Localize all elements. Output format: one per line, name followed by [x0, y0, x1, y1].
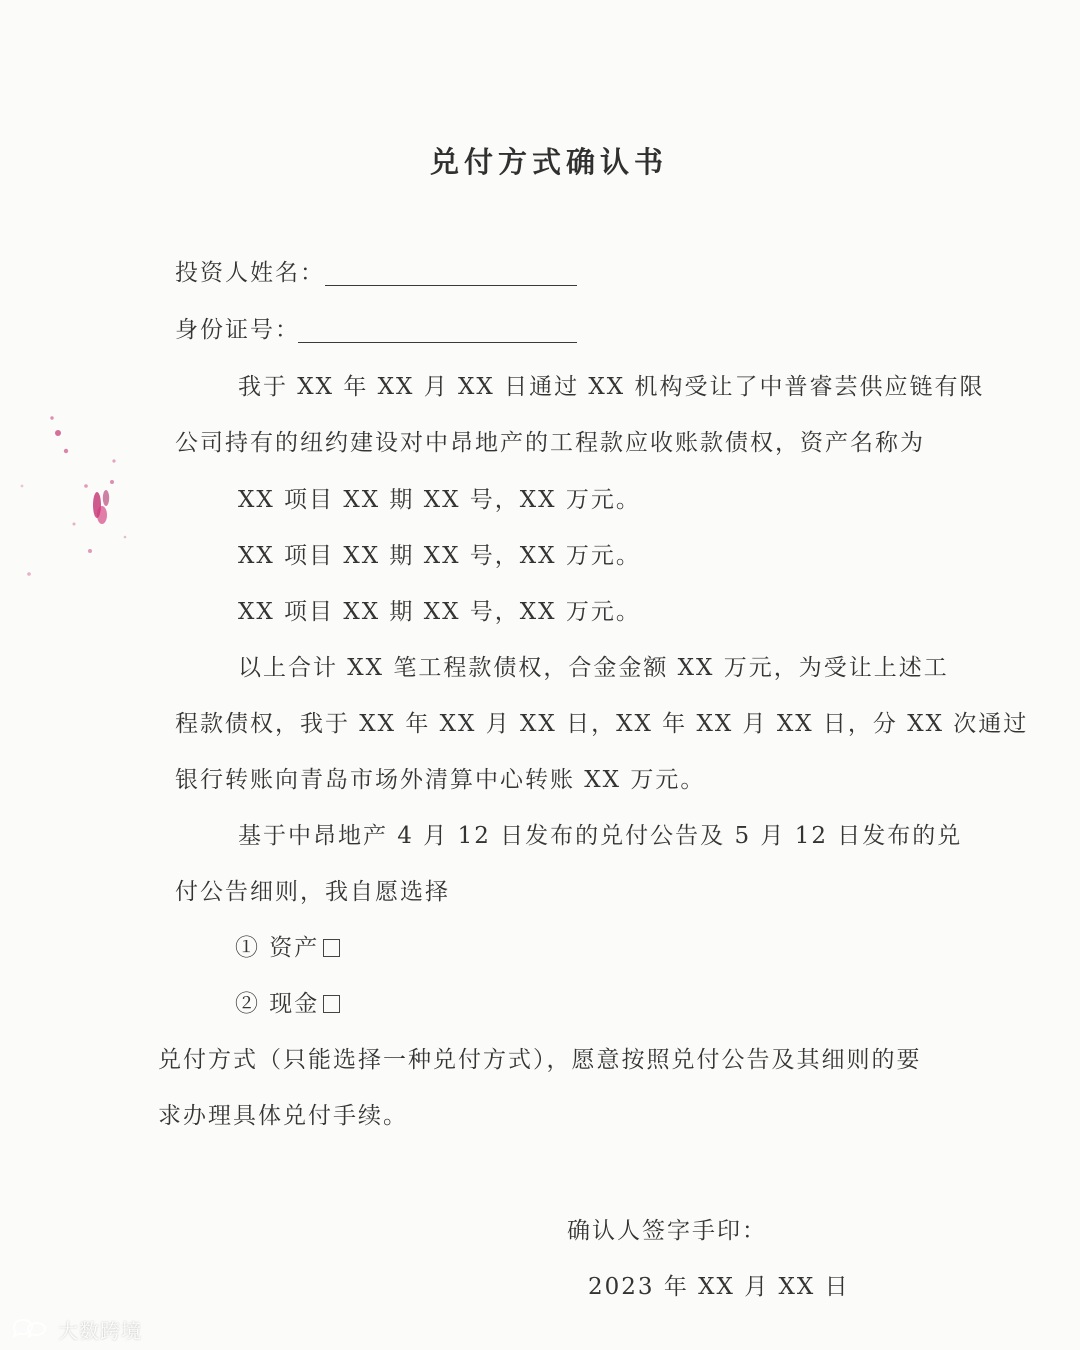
asset-item-2: XX 项目 XX 期 XX 号，XX 万元。 [238, 543, 641, 569]
paragraph-2-line-2: 程款债权，我于 XX 年 XX 月 XX 日，XX 年 XX 月 XX 日，分 XX 次通过 [175, 711, 1029, 737]
option-assets [235, 933, 340, 963]
asset-item-1: XX 项目 XX 期 XX 号，XX 万元。 [238, 487, 641, 513]
paragraph-2-line-3: 银行转账向青岛市场外清算中心转账 XX 万元。 [175, 767, 706, 793]
watermark [10, 1315, 145, 1343]
paragraph-2-line-1: 以上合计 XX 笔工程款债权，合金金额 XX 万元，为受让上述工 [238, 655, 949, 681]
paragraph-4-line-2: 求办理具体兑付手续。 [158, 1103, 408, 1129]
investor-name-line[interactable] [325, 285, 577, 286]
paragraph-1-line-1: 我于 XX 年 XX 月 XX 日通过 XX 机构受让了中普睿芸供应链有限 [238, 374, 985, 400]
paragraph-3-line-2: 付公告细则，我自愿选择 [175, 879, 450, 905]
option-cash [235, 989, 340, 1019]
chat-bubble-icon [10, 1317, 52, 1341]
option-assets-label: ① 资产 [235, 935, 320, 961]
option-assets-checkbox[interactable] [323, 939, 340, 957]
signature-label: 确认人签字手印： [567, 1218, 767, 1244]
paragraph-1-line-2: 公司持有的纽约建设对中昂地产的工程款应收账款债权，资产名称为 [175, 430, 925, 456]
asset-item-3: XX 项目 XX 期 XX 号，XX 万元。 [238, 599, 641, 625]
investor-name-label: 投资人姓名： [175, 260, 325, 286]
option-cash-checkbox[interactable] [323, 995, 340, 1013]
id-number-label: 身份证号： [175, 317, 300, 343]
option-cash-label: ② 现金 [235, 991, 320, 1017]
paragraph-3-line-1: 基于中昂地产 4 月 12 日发布的兑付公告及 5 月 12 日发布的兑 [238, 823, 963, 849]
watermark-text: 大数跨境 [58, 1318, 142, 1343]
pink-ink-stain [10, 360, 140, 620]
id-number-line[interactable] [298, 342, 577, 343]
date-line: 2023 年 XX 月 XX 日 [588, 1274, 850, 1300]
paragraph-4-line-1: 兑付方式（只能选择一种兑付方式），愿意按照兑付公告及其细则的要 [158, 1047, 922, 1073]
document-title: 兑付方式确认书 [430, 145, 669, 179]
